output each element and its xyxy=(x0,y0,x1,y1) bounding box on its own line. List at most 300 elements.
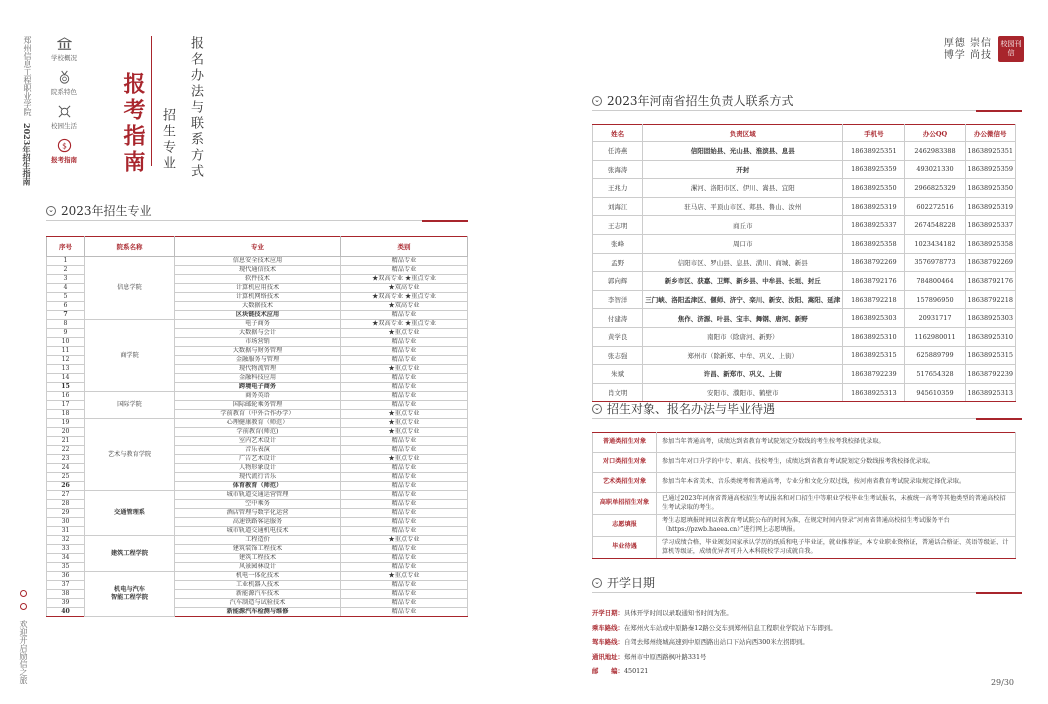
contact-wechat: 18638925313 xyxy=(965,383,1016,402)
row-index: 32 xyxy=(47,536,85,545)
section-title: 2023年招生专业 xyxy=(61,204,152,218)
major-category: 精品专业 xyxy=(341,311,468,320)
info-line xyxy=(592,650,1022,665)
contact-region: 南阳市（除唐河、新野） xyxy=(643,327,843,346)
contact-name: 黄学良 xyxy=(593,327,643,346)
major-category: 精品专业 xyxy=(341,338,468,347)
major-name: 大数据技术 xyxy=(175,302,341,311)
table-header: 办公微信号 xyxy=(965,125,1016,142)
chevron-circle-icon: ⌄ xyxy=(592,96,602,106)
table-row xyxy=(593,272,1016,291)
policy-value: 参加当年本省美术、音乐类统考和普通高考，专业分和文化分双过线，按河南省教育考试院录取规定择优录取。 xyxy=(657,473,1016,493)
row-index: 13 xyxy=(47,365,85,374)
nav-item-guide[interactable] xyxy=(51,138,77,164)
contact-region: 周口市 xyxy=(643,234,843,253)
row-index: 24 xyxy=(47,464,85,473)
info-key: 乘车路线： xyxy=(592,623,624,632)
section-rule xyxy=(592,110,1022,111)
contact-name: 孟野 xyxy=(593,253,643,272)
page-title: 报考指南 xyxy=(120,72,146,176)
row-index: 31 xyxy=(47,527,85,536)
row-index: 2 xyxy=(47,266,85,275)
major-category: 精品专业 xyxy=(341,446,468,455)
section-title: 开学日期 xyxy=(607,576,656,590)
seal-logo: 校园刊信 xyxy=(998,36,1024,62)
table-row xyxy=(593,179,1016,198)
policy-value: 已通过2023年河南省普通高校招生考试报名和对口招生中等职业学校毕业生考试报名，未被统一高考等其他类型的普通高校招生考试录取的考生。 xyxy=(657,493,1016,515)
policy-key: 普通类招生对象 xyxy=(593,433,657,453)
table-header: 类别 xyxy=(341,237,468,257)
contact-name: 郭向辉 xyxy=(593,272,643,291)
contact-name: 王志明 xyxy=(593,216,643,235)
table-row xyxy=(593,365,1016,384)
major-name: 市场营销 xyxy=(175,338,341,347)
table-row xyxy=(593,327,1016,346)
major-name: 学前教育(师范) xyxy=(175,428,341,437)
major-category: 精品专业 xyxy=(341,347,468,356)
contact-wechat: 18638925303 xyxy=(965,309,1016,328)
spine-text xyxy=(20,36,32,185)
contact-name: 肖文明 xyxy=(593,383,643,402)
nav-label: 学校概况 xyxy=(51,54,77,62)
guide-icon xyxy=(57,138,72,153)
table-header: 负责区域 xyxy=(643,125,843,142)
contact-name: 张志强 xyxy=(593,346,643,365)
major-category: 精品专业 xyxy=(341,374,468,383)
section-rule xyxy=(592,592,1022,593)
row-index: 25 xyxy=(47,473,85,482)
table-header-row xyxy=(593,125,1016,142)
contact-wechat: 18638925358 xyxy=(965,234,1016,253)
contact-phone: 18638792239 xyxy=(843,365,905,384)
contact-qq: 945610359 xyxy=(905,383,965,402)
table-row xyxy=(593,160,1016,179)
contact-region: 开封 xyxy=(643,160,843,179)
table-row xyxy=(593,309,1016,328)
contact-phone: 18638925310 xyxy=(843,327,905,346)
contact-wechat: 18638925351 xyxy=(965,142,1016,161)
table-row xyxy=(593,197,1016,216)
table-header: 姓名 xyxy=(593,125,643,142)
major-category: ★重点专业 xyxy=(341,365,468,374)
row-index: 21 xyxy=(47,437,85,446)
contact-qq: 517654328 xyxy=(905,365,965,384)
major-category: 精品专业 xyxy=(341,464,468,473)
major-category: 精品专业 xyxy=(341,383,468,392)
contact-wechat: 18638925350 xyxy=(965,179,1016,198)
major-category: ★重点专业 xyxy=(341,410,468,419)
major-name: 信息安全技术应用 xyxy=(175,257,341,266)
major-category: ★双高专业 ★重点专业 xyxy=(341,320,468,329)
right-page xyxy=(524,0,1048,704)
sub-title-contact: 报名办法与联系方式 xyxy=(188,36,203,180)
table-row xyxy=(47,392,468,401)
medal-icon xyxy=(57,70,72,85)
table-row xyxy=(47,572,468,581)
contact-wechat: 18638792218 xyxy=(965,290,1016,309)
row-index: 8 xyxy=(47,320,85,329)
contacts-table xyxy=(592,124,1016,402)
info-value: 在郑州火车站或中原路秦12路公交车到郑州信息工程职业学院站下车即到。 xyxy=(623,623,837,632)
table-row xyxy=(47,320,468,329)
table-row xyxy=(47,536,468,545)
row-index: 5 xyxy=(47,293,85,302)
major-name: 风景园林设计 xyxy=(175,563,341,572)
page-number: 29/30 xyxy=(990,678,1014,687)
chapter-nav xyxy=(46,36,82,172)
table-row xyxy=(593,253,1016,272)
contact-qq: 2966825329 xyxy=(905,179,965,198)
table-row xyxy=(47,419,468,428)
spine-slogan: 欢迎开启励信之旅 xyxy=(19,620,28,684)
major-category: 精品专业 xyxy=(341,545,468,554)
contact-qq: 157896950 xyxy=(905,290,965,309)
policy-key: 对口类招生对象 xyxy=(593,453,657,473)
contact-name: 付建涛 xyxy=(593,309,643,328)
contact-region: 驻马店、平顶山市区、郏县、鲁山、汝州 xyxy=(643,197,843,216)
contact-qq: 602272516 xyxy=(905,197,965,216)
contact-region: 商丘市 xyxy=(643,216,843,235)
major-name: 酒店管理与数字化运营 xyxy=(175,509,341,518)
major-category: 精品专业 xyxy=(341,266,468,275)
major-name: 室内艺术设计 xyxy=(175,437,341,446)
row-index: 29 xyxy=(47,509,85,518)
info-key: 邮 编： xyxy=(592,667,624,675)
contact-wechat: 18638925359 xyxy=(965,160,1016,179)
nav-item-campus[interactable] xyxy=(51,104,77,130)
row-index: 23 xyxy=(47,455,85,464)
policy-section-header xyxy=(592,400,775,417)
major-category: ★双高专业 ★重点专业 xyxy=(341,275,468,284)
row-index: 26 xyxy=(47,482,85,491)
table-header: 序号 xyxy=(47,237,85,257)
campus-icon xyxy=(57,104,72,119)
major-category: 精品专业 xyxy=(341,500,468,509)
contact-phone: 18638925337 xyxy=(843,216,905,235)
major-name: 城市轨道交通机电技术 xyxy=(175,527,341,536)
major-name: 现代流行音乐 xyxy=(175,473,341,482)
major-name: 软件技术 xyxy=(175,275,341,284)
major-name: 人物形象设计 xyxy=(175,464,341,473)
title-divider xyxy=(151,36,152,166)
major-name: 汽车制造与试验技术 xyxy=(175,599,341,608)
major-category: 精品专业 xyxy=(341,590,468,599)
major-name: 电子商务 xyxy=(175,320,341,329)
row-index: 38 xyxy=(47,590,85,599)
major-category: 精品专业 xyxy=(341,581,468,590)
major-name: 新能源汽车技术 xyxy=(175,590,341,599)
contact-qq: 784800464 xyxy=(905,272,965,291)
info-line xyxy=(592,606,1022,621)
college-name: 机电与汽车 智能工程学院 xyxy=(85,572,175,617)
row-index: 28 xyxy=(47,500,85,509)
major-name: 新能源汽车检测与维修 xyxy=(175,608,341,617)
contact-region: 许昌、新郑市、巩义、上街 xyxy=(643,365,843,384)
contact-qq: 2462983388 xyxy=(905,142,965,161)
major-name: 音乐表演 xyxy=(175,446,341,455)
contacts-section-header xyxy=(592,92,794,109)
table-row xyxy=(593,234,1016,253)
contact-wechat: 18638925319 xyxy=(965,197,1016,216)
contact-wechat: 18638925315 xyxy=(965,346,1016,365)
table-row xyxy=(593,453,1016,473)
section-title: 2023年河南省招生负责人联系方式 xyxy=(607,94,794,108)
row-index: 9 xyxy=(47,329,85,338)
contact-name: 朱斌 xyxy=(593,365,643,384)
motto-line: 博学 尚技 xyxy=(943,50,992,61)
major-name: 计算机网络技术 xyxy=(175,293,341,302)
row-index: 14 xyxy=(47,374,85,383)
major-category: 精品专业 xyxy=(341,563,468,572)
major-category: 精品专业 xyxy=(341,527,468,536)
table-header: 院系名称 xyxy=(85,237,175,257)
contact-qq: 1023434182 xyxy=(905,234,965,253)
info-value: 450121 xyxy=(623,667,649,675)
college-name: 信息学院 xyxy=(85,257,175,320)
info-value: 自驾去郑州绕城高速到中原西路出站口下站向西300米左拐即到。 xyxy=(623,638,809,646)
row-index: 34 xyxy=(47,554,85,563)
contact-phone: 18638925319 xyxy=(843,197,905,216)
section-rule xyxy=(592,418,1022,419)
row-index: 39 xyxy=(47,599,85,608)
major-name: 国际邮轮乘务管理 xyxy=(175,401,341,410)
contact-qq: 1162980011 xyxy=(905,327,965,346)
contact-region: 三门峡、洛阳孟津区、偃师、济宁、栾川、新安、汝阳、嵩阳、延津 xyxy=(643,290,843,309)
info-line xyxy=(592,635,1022,650)
row-index: 3 xyxy=(47,275,85,284)
contact-phone: 18638792269 xyxy=(843,253,905,272)
major-name: 大数据与财务管理 xyxy=(175,347,341,356)
info-line xyxy=(592,664,1022,679)
contact-region: 新乡市区、获嘉、卫辉、新乡县、中牟县、长垣、封丘 xyxy=(643,272,843,291)
major-category: ★双高专业 ★重点专业 xyxy=(341,293,468,302)
contact-phone: 18638925315 xyxy=(843,346,905,365)
majors-section-header xyxy=(46,202,152,219)
table-row xyxy=(593,537,1016,559)
major-name: 体育教育（师范） xyxy=(175,482,341,491)
major-name: 学前教育（中外合作办学） xyxy=(175,410,341,419)
major-name: 空中乘务 xyxy=(175,500,341,509)
major-name: 高速铁路客运服务 xyxy=(175,518,341,527)
table-row xyxy=(593,473,1016,493)
table-row xyxy=(593,433,1016,453)
major-category: 精品专业 xyxy=(341,599,468,608)
table-row xyxy=(593,142,1016,161)
info-value: 郑州市中原西路枫叶路331号 xyxy=(623,652,707,661)
major-category: 精品专业 xyxy=(341,554,468,563)
row-index: 10 xyxy=(47,338,85,347)
ring-icon xyxy=(20,590,27,597)
row-index: 30 xyxy=(47,518,85,527)
table-row xyxy=(593,346,1016,365)
chevron-circle-icon: ⌄ xyxy=(46,206,56,216)
major-category: 精品专业 xyxy=(341,491,468,500)
contact-name: 刘海江 xyxy=(593,197,643,216)
major-category: 精品专业 xyxy=(341,257,468,266)
row-index: 33 xyxy=(47,545,85,554)
row-index: 1 xyxy=(47,257,85,266)
row-index: 16 xyxy=(47,392,85,401)
spine-year: 2023年招生指南 xyxy=(22,122,32,185)
info-key: 开学日期： xyxy=(592,609,624,617)
chevron-circle-icon: ⌄ xyxy=(592,578,602,588)
nav-label: 院系特色 xyxy=(51,88,77,96)
major-name: 建筑装饰工程技术 xyxy=(175,545,341,554)
contact-region: 信阳市区、罗山县、息县、潢川、商城、新县 xyxy=(643,253,843,272)
contact-phone: 18638925359 xyxy=(843,160,905,179)
section-rule xyxy=(46,220,468,221)
contact-name: 任涛燕 xyxy=(593,142,643,161)
nav-item-features[interactable] xyxy=(51,70,77,96)
major-name: 建筑工程技术 xyxy=(175,554,341,563)
table-row xyxy=(47,257,468,266)
policy-key: 高职单招招生对象 xyxy=(593,493,657,515)
row-index: 36 xyxy=(47,572,85,581)
college-name: 商学院 xyxy=(85,320,175,392)
major-category: 精品专业 xyxy=(341,608,468,617)
major-category: ★重点专业 xyxy=(341,455,468,464)
majors-table xyxy=(46,236,468,617)
college-name: 交通管理系 xyxy=(85,491,175,536)
row-index: 35 xyxy=(47,563,85,572)
row-index: 22 xyxy=(47,446,85,455)
policy-value: 参加当年普通高考，成绩达到省教育考试院划定分数线的考生按考我校择优录取。 xyxy=(657,433,1016,453)
major-category: ★重点专业 xyxy=(341,536,468,545)
contact-qq: 625889799 xyxy=(905,346,965,365)
table-row xyxy=(593,216,1016,235)
major-name: 机电一体化技术 xyxy=(175,572,341,581)
table-row xyxy=(593,493,1016,515)
major-name: 工程造价 xyxy=(175,536,341,545)
svg-text:$: $ xyxy=(61,141,67,151)
college-name: 艺术与教育学院 xyxy=(85,419,175,491)
major-category: ★重点专业 xyxy=(341,572,468,581)
major-category: 精品专业 xyxy=(341,401,468,410)
nav-label: 报考指南 xyxy=(51,156,77,164)
spine-school: 郑州信息工程职业学院 xyxy=(23,36,32,116)
major-category: ★重点专业 xyxy=(341,329,468,338)
row-index: 11 xyxy=(47,347,85,356)
row-index: 15 xyxy=(47,383,85,392)
policy-table xyxy=(592,432,1016,559)
row-index: 19 xyxy=(47,419,85,428)
major-name: 金融服务与管理 xyxy=(175,356,341,365)
major-category: 精品专业 xyxy=(341,473,468,482)
major-category: 精品专业 xyxy=(341,392,468,401)
school-motto xyxy=(944,38,992,62)
college-name: 国际学院 xyxy=(85,392,175,419)
opening-section-header xyxy=(592,574,655,591)
major-category: ★重点专业 xyxy=(341,428,468,437)
contact-region: 郑州市（除新郑、中牟、巩义、上街） xyxy=(643,346,843,365)
major-category: ★重点专业 xyxy=(341,419,468,428)
contact-region: 信阳固始县、光山县、淮滨县、息县 xyxy=(643,142,843,161)
contact-phone: 18638925313 xyxy=(843,383,905,402)
contact-phone: 18638792218 xyxy=(843,290,905,309)
policy-key: 艺术类招生对象 xyxy=(593,473,657,493)
major-name: 大数据与会计 xyxy=(175,329,341,338)
row-index: 37 xyxy=(47,581,85,590)
contact-wechat: 18638792176 xyxy=(965,272,1016,291)
info-line xyxy=(592,621,1022,636)
nav-item-overview[interactable] xyxy=(51,36,77,62)
table-header: 手机号 xyxy=(843,125,905,142)
info-key: 通讯地址： xyxy=(592,652,624,661)
major-name: 现代通信技术 xyxy=(175,266,341,275)
contact-phone: 18638925303 xyxy=(843,309,905,328)
major-name: 计算机应用技术 xyxy=(175,284,341,293)
table-header: 专业 xyxy=(175,237,341,257)
row-index: 20 xyxy=(47,428,85,437)
section-title: 招生对象、报名办法与毕业待遇 xyxy=(607,402,776,416)
contact-region: 安阳市、濮阳市、鹤壁市 xyxy=(643,383,843,402)
row-index: 17 xyxy=(47,401,85,410)
sub-title-majors: 招生专业 xyxy=(160,108,175,172)
policy-value: 学习成绩合格，毕业颁发国家承认学历的纸质和电子毕业证，就业推荐证，本专业职业资格证，普通话合格证、英语等级证、计算机等级证，成绩优异者可升入本科院校学习成就自我。 xyxy=(657,537,1016,559)
building-icon xyxy=(57,36,72,51)
contact-wechat: 18638925337 xyxy=(965,216,1016,235)
contact-region: 焦作、济源、叶县、宝丰、舞钢、唐河、新野 xyxy=(643,309,843,328)
table-row xyxy=(47,491,468,500)
table-row xyxy=(593,515,1016,537)
contact-region: 漯河、洛阳市区、伊川、嵩县、宜阳 xyxy=(643,179,843,198)
row-index: 18 xyxy=(47,410,85,419)
policy-key: 志愿填报 xyxy=(593,515,657,537)
contact-name: 李智洋 xyxy=(593,290,643,309)
major-name: 心理健康教育（师范） xyxy=(175,419,341,428)
table-header-row xyxy=(47,237,468,257)
major-name: 城市轨道交通运营管理 xyxy=(175,491,341,500)
info-value: 具体开学时间以录取通知书时间为准。 xyxy=(623,609,733,617)
major-name: 跨境电子商务 xyxy=(175,383,341,392)
major-name: 工业机器人技术 xyxy=(175,581,341,590)
major-category: 精品专业 xyxy=(341,509,468,518)
contact-wechat: 18638792239 xyxy=(965,365,1016,384)
policy-key: 毕业待遇 xyxy=(593,537,657,559)
major-category: ★双高专业 xyxy=(341,302,468,311)
row-index: 12 xyxy=(47,356,85,365)
college-name: 建筑工程学院 xyxy=(85,536,175,572)
major-category: 精品专业 xyxy=(341,518,468,527)
contact-wechat: 18638925310 xyxy=(965,327,1016,346)
major-name: 金融科技应用 xyxy=(175,374,341,383)
motto-line: 厚德 崇信 xyxy=(943,38,992,49)
major-category: 精品专业 xyxy=(341,482,468,491)
contact-name: 张海涛 xyxy=(593,160,643,179)
chevron-circle-icon: ⌄ xyxy=(592,404,602,414)
contact-name: 王兆力 xyxy=(593,179,643,198)
spine-bottom xyxy=(18,590,29,684)
table-header: 办公QQ xyxy=(905,125,965,142)
policy-value: 考生志愿填报时间以省教育考试院公布的时间为准，在规定时间内登录“河南省普通高校招生考试服务平台（https://pzwb.haeea.cn）”进行网上志愿填报。 xyxy=(657,515,1016,537)
contact-qq: 3576978773 xyxy=(905,253,965,272)
nav-label: 校园生活 xyxy=(51,122,77,130)
contact-qq: 2674548228 xyxy=(905,216,965,235)
major-name: 现代物流管理 xyxy=(175,365,341,374)
major-name: 广告艺术设计 xyxy=(175,455,341,464)
major-name: 商务英语 xyxy=(175,392,341,401)
ring-icon xyxy=(20,603,27,610)
row-index: 6 xyxy=(47,302,85,311)
info-key: 驾车路线： xyxy=(592,638,624,646)
contact-phone: 18638925351 xyxy=(843,142,905,161)
contact-phone: 18638925350 xyxy=(843,179,905,198)
row-index: 27 xyxy=(47,491,85,500)
major-name: 区块链技术应用 xyxy=(175,311,341,320)
contact-qq: 20931717 xyxy=(905,309,965,328)
contact-name: 张峰 xyxy=(593,234,643,253)
opening-info xyxy=(592,606,1022,679)
